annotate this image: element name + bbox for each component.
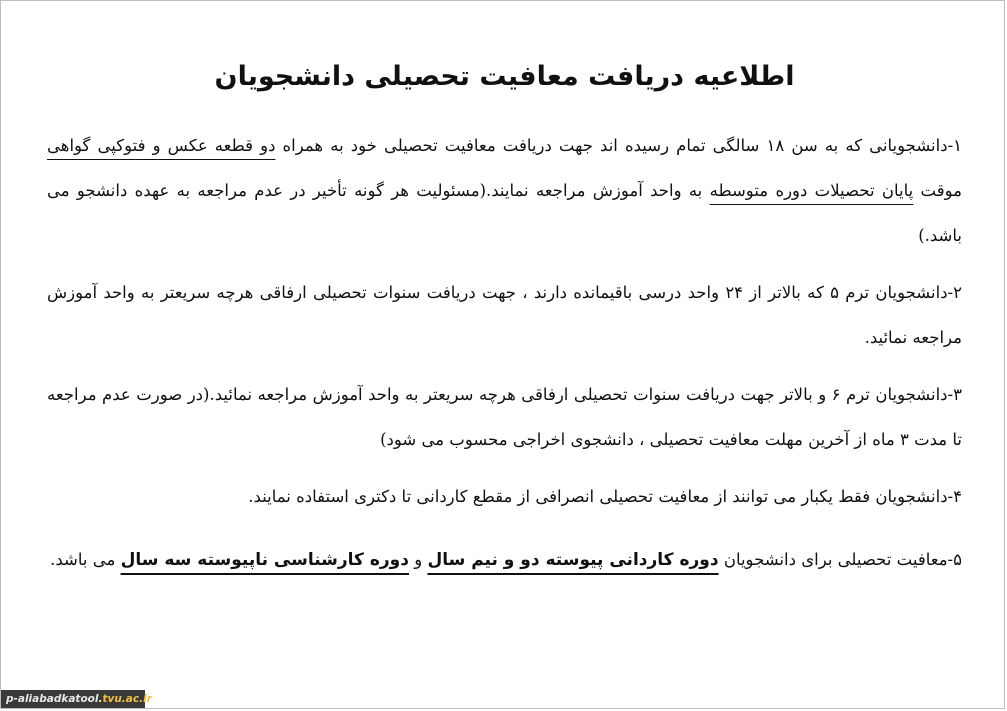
page-title: اطلاعیه دریافت معافیت تحصیلی دانشجویان [214, 61, 795, 92]
paragraph-5-bold-bachelor: دوره کارشناسی ناپیوسته سه سال [120, 550, 409, 570]
paragraph-1 [47, 123, 962, 258]
paragraph-4: ۴-دانشجویان فقط یکبار می توانند از معافیت تحصیلی انصرافی از مقطع کاردانی تا دکتری استفاده نمایند. [248, 487, 962, 506]
paragraph-1-text-a: ۱-دانشجویانی که به سن ۱۸ سالگی تمام رسیده اند جهت دریافت معافیت تحصیلی خود به همراه [275, 136, 963, 155]
paragraph-5-bold-associate: دوره کاردانی پیوسته دو و نیم سال [427, 550, 719, 570]
paragraph-3: ۳-دانشجویان ترم ۶ و بالاتر جهت دریافت سنوات تحصیلی ارفاقی هرچه سریعتر به واحد آموزش مراجعه نمائید.(در صورت عدم مراجعه تا مدت ۳ ماه از آخرین مهلت معافیت تحصیلی ، دانشجوی اخراجی محسوب می شود) [47, 385, 962, 449]
paragraph-1-text-c: به واحد آموزش مراجعه نمایند.(مسئولیت هر گونه تأخیر در عدم مراجعه به عهده دانشجو می باشد.) [47, 181, 962, 245]
paragraph-5-text-b: و [408, 550, 428, 569]
notice-body [47, 123, 962, 595]
website-prefix: p-aliabadkatool. [6, 693, 103, 705]
paragraph-5 [47, 537, 962, 583]
paragraph-1-underline-photos: دو قطعه عکس و فتوکپی گواهی [47, 136, 276, 155]
website-domain: tvu.ac.ir [102, 693, 152, 705]
paragraph-1-text-b: موقت [913, 181, 963, 200]
website-watermark [1, 690, 152, 708]
paragraph-5-text-a: ۵-معافیت تحصیلی برای دانشجویان [718, 550, 962, 569]
paragraph-5-text-c: می باشد. [50, 550, 121, 569]
paragraph-2: ۲-دانشجویان ترم ۵ که بالاتر از ۲۴ واحد درسی باقیمانده دارند ، جهت دریافت سنوات تحصیلی ارفاقی هرچه سریعتر به واحد آموزش مراجعه نمائید. [47, 283, 962, 347]
paragraph-1-underline-diploma: پایان تحصیلات دوره متوسطه [709, 181, 914, 200]
